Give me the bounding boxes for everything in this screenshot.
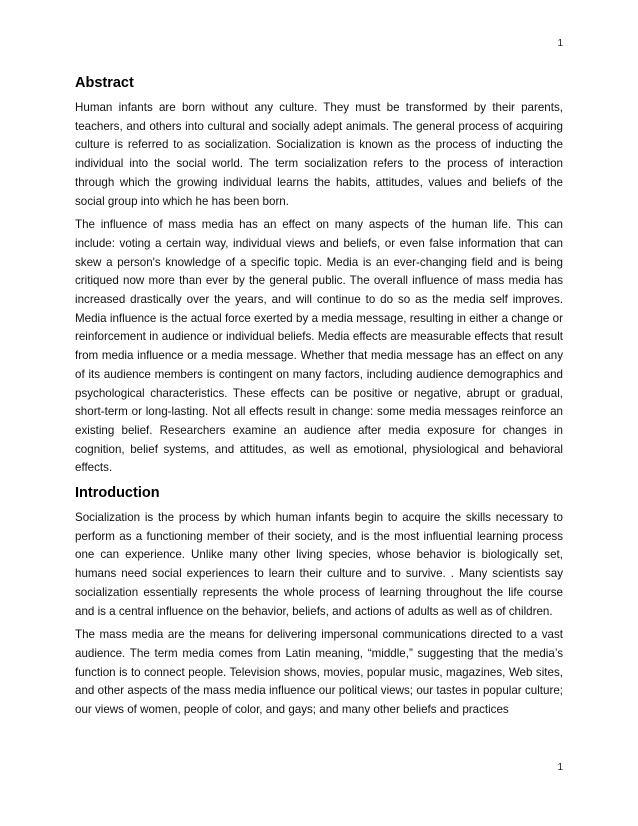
abstract-paragraph-1: Human infants are born without any culture. They must be transformed by their parents, teachers, and others into cultural and socially adept animals. The general process of acquiring culture is referred to as socialization. Socialization is known as the process of inducting the individual into the social world. The term socialization refers to the process of interaction through which the growing individual learns the habits, attitudes, values and beliefs of the social group into which he has been born. [75,101,563,208]
abstract-paragraph-2: The influence of mass media has an effect on many aspects of the human life. This can include: voting a certain way, individual views and beliefs, or even false information that can skew a person's knowledge of a specific topic. Media is an ever-changing field and is being critiqued now more than ever by the general public. The overall influence of mass media has increased drastically over the years, and will continue to do so as the media self improves. Media influence is the actual force exerted by a media message, resulting in either a change or reinforcement in audience or individual beliefs. Media effects are measurable effects that result from media influence or a media message. Whether that media message has an effect on any of its audience members is contingent on many factors, including audience demographics and psychological characteristics. These effects can be positive or negative, abrupt or gradual, short-term or long-lasting. Not all effects result in change: some media messages reinforce an existing belief. Researchers examine an audience after media exposure for changes in cognition, belief systems, and attitudes, as well as emotional, physiological and behavioral effects. [75,218,563,475]
introduction-section [75,484,563,720]
introduction-paragraph-1: Socialization is the process by which human infants begin to acquire the skills necessary to perform as a functioning member of their society, and is the most influential learning process one can experience. Unlike many other living species, whose behavior is biologically set, humans need social experiences to learn their culture and to survive. . Many scientists say socialization essentially represents the whole process of learning throughout the life course and is a central influence on the behavior, beliefs, and actions of adults as well as of children. [75,511,563,618]
section-heading-introduction: Introduction [75,485,160,502]
page-number-top: 1 [557,38,563,49]
section-heading-abstract: Abstract [75,75,134,91]
page-number-bottom: 1 [557,762,563,773]
abstract-section [75,74,563,478]
introduction-paragraph-2: The mass media are the means for delivering impersonal communications directed to a vast audience. The term media comes from Latin meaning, “middle,” suggesting that the media’s function is to connect people. Television shows, movies, popular music, magazines, Web sites, and other aspects of the mass media influence our political views; our tastes in popular culture; our views of women, people of color, and gays; and many other beliefs and practices [75,628,563,717]
page-content [75,74,563,725]
